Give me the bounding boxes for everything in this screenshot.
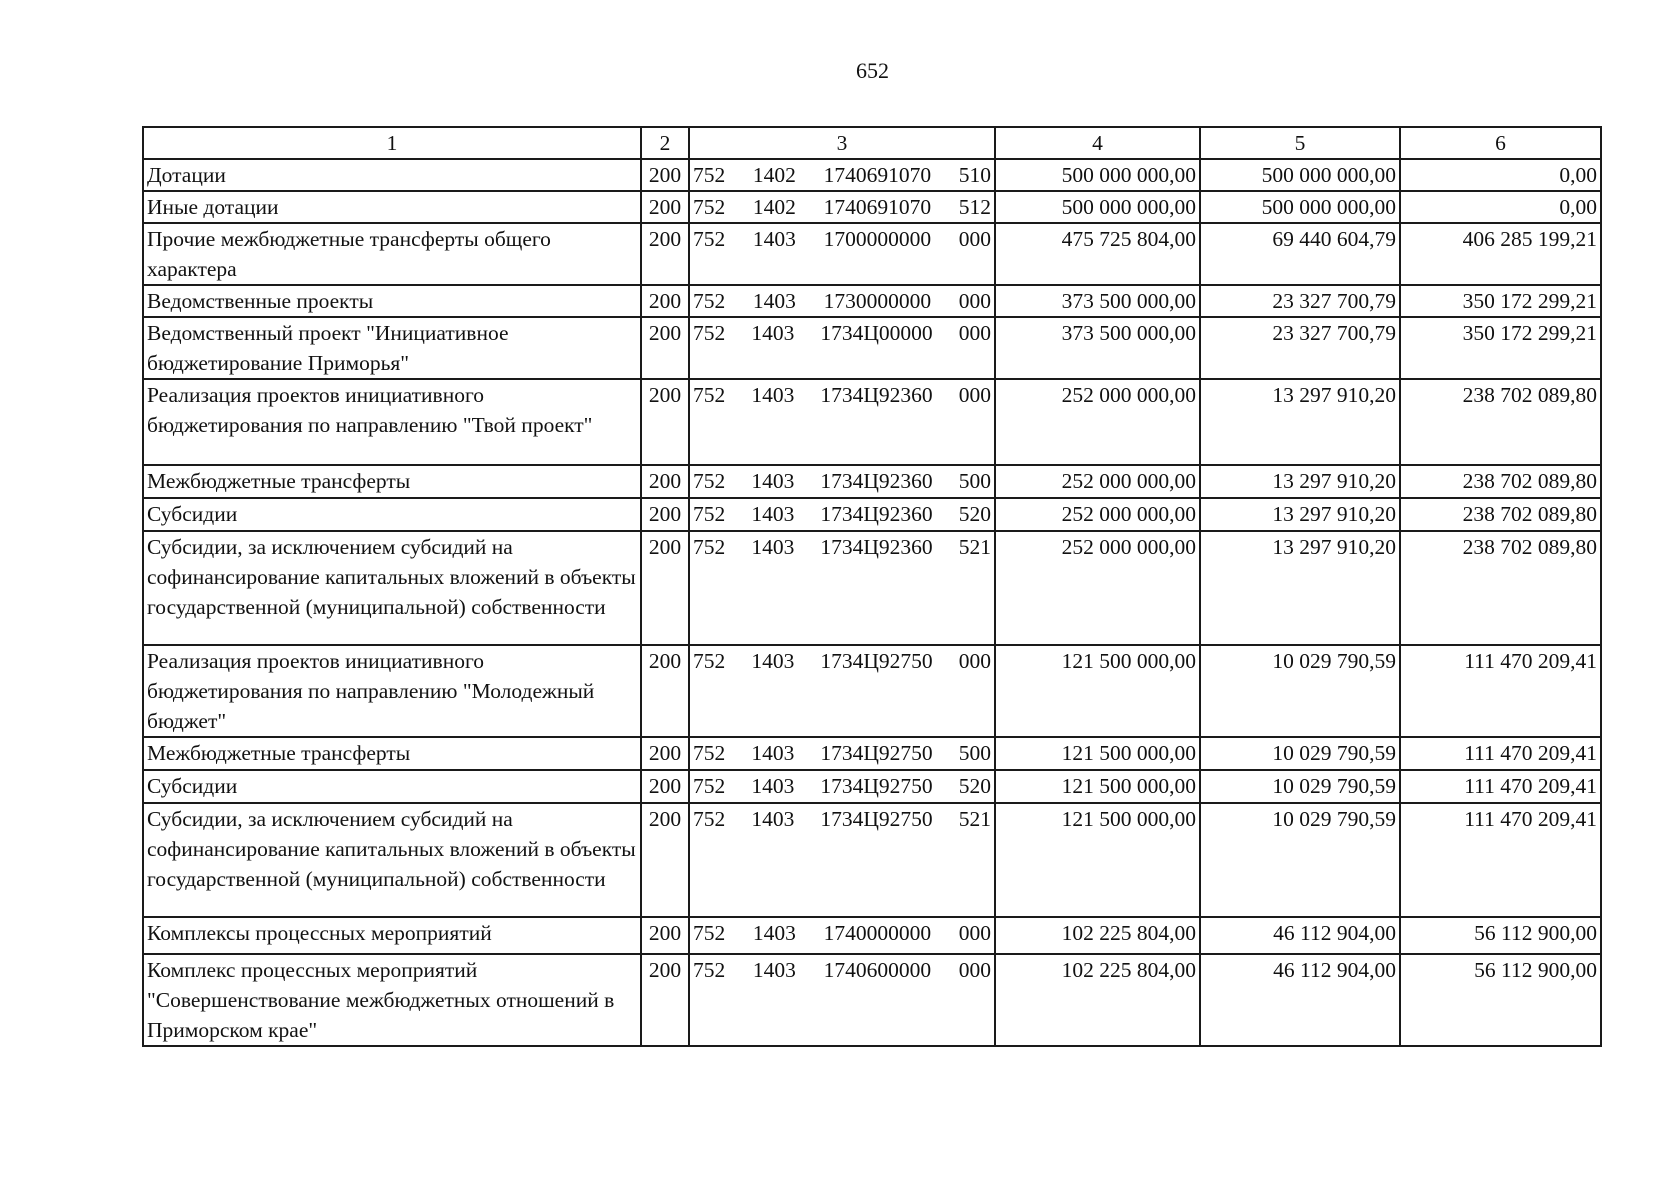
row-col-2: 200 [641,737,689,770]
row-col-4: 121 500 000,00 [995,803,1200,917]
row-col-4: 373 500 000,00 [995,285,1200,317]
row-col-4: 121 500 000,00 [995,645,1200,737]
row-col-6: 111 470 209,41 [1400,770,1601,803]
row-name: Прочие межбюджетные трансферты общего характера [143,223,641,285]
row-col-6: 238 702 089,80 [1400,531,1601,645]
code-csr: 1734Ц00000 [820,321,933,345]
row-col-2: 200 [641,531,689,645]
row-col-2: 200 [641,379,689,465]
page-number: 652 [856,58,889,83]
row-code [689,223,995,285]
code-razdel: 1403 [751,502,795,526]
code-vr: 520 [958,502,991,526]
row-code [689,191,995,223]
row-col-6: 350 172 299,21 [1400,317,1601,379]
code-ved: 752 [693,502,726,526]
row-code [689,498,995,531]
code-razdel: 1403 [751,535,795,559]
row-col-4: 373 500 000,00 [995,317,1200,379]
row-col-6: 350 172 299,21 [1400,285,1601,317]
row-col-4: 475 725 804,00 [995,223,1200,285]
row-name: Реализация проектов инициативного бюджетирования по направлению "Молодежный бюджет" [143,645,641,737]
row-col-2: 200 [641,770,689,803]
code-vr: 000 [958,227,991,251]
row-code [689,159,995,191]
code-vr: 500 [958,741,991,765]
table-row [143,465,1601,498]
header-col-6: 6 [1400,127,1601,159]
code-razdel: 1403 [752,921,796,945]
code-vr: 000 [958,383,991,407]
row-name: Межбюджетные трансферты [143,465,641,498]
code-razdel: 1402 [752,163,796,187]
code-razdel: 1403 [751,741,795,765]
row-col-6: 111 470 209,41 [1400,737,1601,770]
row-col-4: 121 500 000,00 [995,770,1200,803]
code-razdel: 1403 [751,774,795,798]
code-razdel: 1403 [751,321,795,345]
row-col-5: 23 327 700,79 [1200,285,1400,317]
header-col-1: 1 [143,127,641,159]
row-col-5: 13 297 910,20 [1200,379,1400,465]
table-row [143,954,1601,1046]
code-ved: 752 [693,921,726,945]
row-col-6: 238 702 089,80 [1400,379,1601,465]
row-col-4: 500 000 000,00 [995,191,1200,223]
row-col-5: 500 000 000,00 [1200,159,1400,191]
row-code [689,465,995,498]
header-col-2: 2 [641,127,689,159]
code-csr: 1734Ц92360 [820,502,933,526]
code-razdel: 1403 [752,227,796,251]
row-name: Межбюджетные трансферты [143,737,641,770]
table-row [143,379,1601,465]
row-name: Субсидии [143,770,641,803]
row-col-4: 121 500 000,00 [995,737,1200,770]
row-code [689,770,995,803]
code-vr: 000 [958,321,991,345]
table-row [143,498,1601,531]
code-csr: 1734Ц92750 [820,741,933,765]
row-col-6: 406 285 199,21 [1400,223,1601,285]
row-col-5: 46 112 904,00 [1200,917,1400,954]
row-code [689,379,995,465]
row-col-2: 200 [641,465,689,498]
row-name: Реализация проектов инициативного бюджетирования по направлению "Твой проект" [143,379,641,465]
code-ved: 752 [693,774,726,798]
code-csr: 1734Ц92360 [820,383,933,407]
row-col-4: 252 000 000,00 [995,531,1200,645]
code-vr: 521 [958,807,991,831]
row-col-6: 238 702 089,80 [1400,465,1601,498]
row-col-2: 200 [641,917,689,954]
table-row [143,737,1601,770]
code-csr: 1734Ц92750 [820,807,933,831]
code-ved: 752 [693,227,726,251]
code-csr: 1734Ц92360 [820,535,933,559]
code-ved: 752 [693,741,726,765]
table-row [143,285,1601,317]
code-vr: 000 [958,289,991,313]
code-csr: 1734Ц92750 [820,649,933,673]
row-col-2: 200 [641,498,689,531]
code-csr: 1734Ц92360 [820,469,933,493]
row-col-4: 252 000 000,00 [995,465,1200,498]
row-code [689,317,995,379]
code-razdel: 1403 [751,469,795,493]
row-name: Иные дотации [143,191,641,223]
code-ved: 752 [693,535,726,559]
row-col-4: 102 225 804,00 [995,917,1200,954]
row-col-2: 200 [641,159,689,191]
code-vr: 000 [958,958,991,982]
row-name: Ведомственные проекты [143,285,641,317]
header-col-4: 4 [995,127,1200,159]
code-csr: 1740691070 [823,163,932,187]
code-vr: 510 [958,163,991,187]
row-col-2: 200 [641,285,689,317]
table-row [143,191,1601,223]
table-row [143,223,1601,285]
row-col-5: 23 327 700,79 [1200,317,1400,379]
row-code [689,954,995,1046]
row-col-5: 10 029 790,59 [1200,737,1400,770]
row-col-2: 200 [641,317,689,379]
row-name: Субсидии [143,498,641,531]
table-row [143,317,1601,379]
code-vr: 520 [958,774,991,798]
header-row [143,127,1601,159]
row-col-2: 200 [641,645,689,737]
row-col-2: 200 [641,954,689,1046]
code-ved: 752 [693,958,726,982]
code-vr: 000 [958,649,991,673]
code-vr: 521 [958,535,991,559]
row-col-6: 56 112 900,00 [1400,954,1601,1046]
code-ved: 752 [693,383,726,407]
row-name: Дотации [143,159,641,191]
row-col-5: 10 029 790,59 [1200,645,1400,737]
row-col-4: 500 000 000,00 [995,159,1200,191]
row-col-5: 10 029 790,59 [1200,803,1400,917]
code-ved: 752 [693,321,726,345]
row-name: Комплекс процессных мероприятий "Совершенствование межбюджетных отношений в Приморском крае" [143,954,641,1046]
row-col-5: 69 440 604,79 [1200,223,1400,285]
row-code [689,285,995,317]
code-razdel: 1403 [751,649,795,673]
row-col-5: 46 112 904,00 [1200,954,1400,1046]
row-name: Субсидии, за исключением субсидий на софинансирование капитальных вложений в объекты государственной (муниципальной) собственности [143,531,641,645]
row-col-2: 200 [641,223,689,285]
row-col-6: 111 470 209,41 [1400,803,1601,917]
row-col-6: 111 470 209,41 [1400,645,1601,737]
code-razdel: 1402 [752,195,796,219]
code-vr: 512 [958,195,991,219]
code-ved: 752 [693,289,726,313]
code-vr: 500 [958,469,991,493]
table-body [143,159,1601,1046]
row-name: Ведомственный проект "Инициативное бюджетирование Приморья" [143,317,641,379]
table-row [143,803,1601,917]
table-row [143,531,1601,645]
table-row [143,645,1601,737]
row-col-2: 200 [641,191,689,223]
row-code [689,645,995,737]
code-csr: 1740600000 [823,958,932,982]
code-razdel: 1403 [752,958,796,982]
code-csr: 1700000000 [823,227,932,251]
header-col-5: 5 [1200,127,1400,159]
code-csr: 1740000000 [823,921,932,945]
row-code [689,737,995,770]
budget-table [142,126,1602,1047]
code-csr: 1740691070 [823,195,932,219]
code-vr: 000 [958,921,991,945]
row-col-4: 102 225 804,00 [995,954,1200,1046]
code-ved: 752 [693,163,726,187]
code-csr: 1734Ц92750 [820,774,933,798]
row-code [689,803,995,917]
code-razdel: 1403 [751,383,795,407]
code-ved: 752 [693,469,726,493]
row-col-5: 500 000 000,00 [1200,191,1400,223]
row-col-5: 13 297 910,20 [1200,465,1400,498]
code-ved: 752 [693,195,726,219]
row-col-5: 13 297 910,20 [1200,498,1400,531]
code-razdel: 1403 [751,807,795,831]
table-row [143,917,1601,954]
code-csr: 1730000000 [823,289,932,313]
code-ved: 752 [693,807,726,831]
row-name: Комплексы процессных мероприятий [143,917,641,954]
row-code [689,917,995,954]
table-row [143,159,1601,191]
row-col-5: 13 297 910,20 [1200,531,1400,645]
row-code [689,531,995,645]
row-col-2: 200 [641,803,689,917]
row-col-6: 56 112 900,00 [1400,917,1601,954]
row-col-6: 0,00 [1400,159,1601,191]
row-name: Субсидии, за исключением субсидий на софинансирование капитальных вложений в объекты государственной (муниципальной) собственности [143,803,641,917]
row-col-4: 252 000 000,00 [995,379,1200,465]
row-col-4: 252 000 000,00 [995,498,1200,531]
code-ved: 752 [693,649,726,673]
row-col-6: 0,00 [1400,191,1601,223]
code-razdel: 1403 [752,289,796,313]
row-col-6: 238 702 089,80 [1400,498,1601,531]
table-row [143,770,1601,803]
row-col-5: 10 029 790,59 [1200,770,1400,803]
header-col-3: 3 [689,127,995,159]
